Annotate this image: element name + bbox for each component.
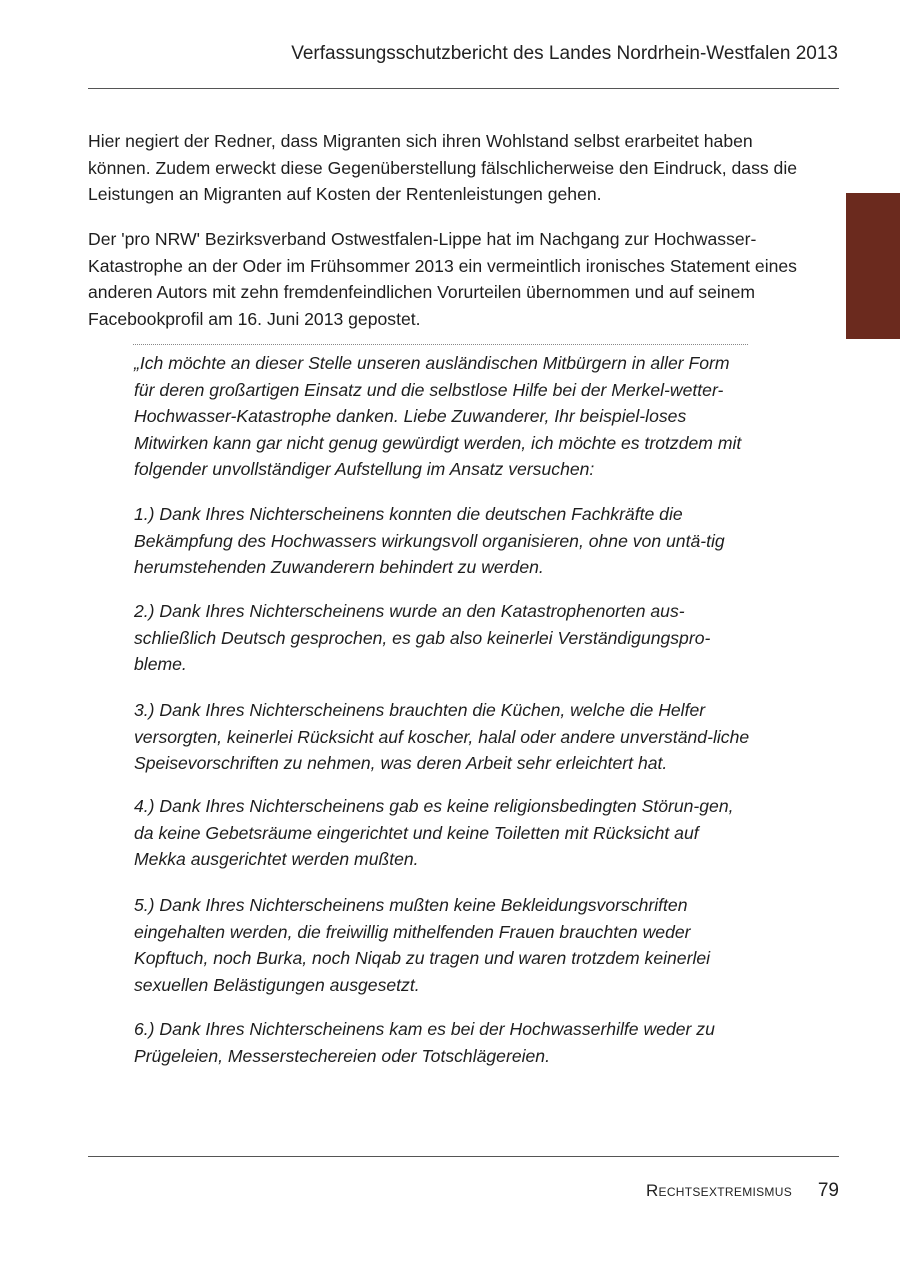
- chapter-side-tab: [846, 193, 900, 339]
- quote-list-item: 3.) Dank Ihres Nichterscheinens brauchten die Küchen, welche die Helfer versorgten, keinerlei Rücksicht auf koscher, halal oder andere unverständ-liche Speisevorschriften zu nehmen, was deren Arbeit sehr erleichtert hat.: [134, 700, 750, 773]
- page-number: 79: [817, 1180, 839, 1201]
- footer-divider: [88, 1156, 839, 1157]
- body-paragraph: Der 'pro NRW' Bezirksverband Ostwestfalen-Lippe hat im Nachgang zur Hochwasser-Katastrophe an der Oder im Frühsommer 2013 ein vermeintlich ironisches Statement eines anderen Autors mit zehn fremdenfeindlichen Vorurteilen übernommen und auf seinem Facebookprofil am 16. Juni 2013 gepostet.: [88, 229, 797, 329]
- quote-dotted-divider: [133, 344, 748, 345]
- header-divider: [88, 88, 839, 89]
- quote-list-item: 1.) Dank Ihres Nichterscheinens konnten die deutschen Fachkräfte die Bekämpfung des Hochwassers wirkungsvoll organisieren, ohne von untä-tig herumstehenden Zuwanderern behindert zu werden.: [134, 504, 725, 577]
- body-paragraph: Hier negiert der Redner, dass Migranten sich ihren Wohlstand selbst erarbeitet haben können. Zudem erweckt diese Gegenüberstellung fälschlicherweise den Eindruck, dass die Leistungen an Migranten auf Kosten der Rentenleistungen gehen.: [88, 131, 798, 204]
- quote-intro: „Ich möchte an dieser Stelle unseren ausländischen Mitbürgern in aller Form für deren großartigen Einsatz und die selbstlose Hilfe bei der Merkel-wetter-Hochwasser-Katastrophe danken. Liebe Zuwanderer, Ihr beispiel-loses Mitwirken kann gar nicht genug gewürdigt werden, ich möchte es trotzdem mit folgender unvollständiger Aufstellung im Ansatz versuchen:: [134, 353, 742, 479]
- quote-list-item: 6.) Dank Ihres Nichterscheinens kam es bei der Hochwasserhilfe weder zu Prügeleien, Messerstechereien oder Totschlägereien.: [134, 1019, 715, 1066]
- quote-list-item: 2.) Dank Ihres Nichterscheinens wurde an den Katastrophenorten aus-schließlich Deutsch gesprochen, es gab also keinerlei Verständigungspro-bleme.: [134, 601, 711, 674]
- quote-list-item: 4.) Dank Ihres Nichterscheinens gab es keine religionsbedingten Störun-gen, da keine Gebetsräume eingerichtet und keine Toiletten mit Rücksicht auf Mekka ausgerichtet werden mußten.: [134, 796, 734, 869]
- footer-section-title: Rechtsextremismus: [645, 1181, 792, 1200]
- quote-list-item: 5.) Dank Ihres Nichterscheinens mußten keine Bekleidungsvorschriften eingehalten werden, die freiwillig mithelfenden Frauen brauchten weder Kopftuch, noch Burka, noch Niqab zu tragen und waren trotzdem keinerlei sexuellen Belästigungen ausgesetzt.: [134, 895, 711, 995]
- running-header-title: Verfassungsschutzbericht des Landes Nordrhein-Westfalen 2013: [291, 43, 838, 64]
